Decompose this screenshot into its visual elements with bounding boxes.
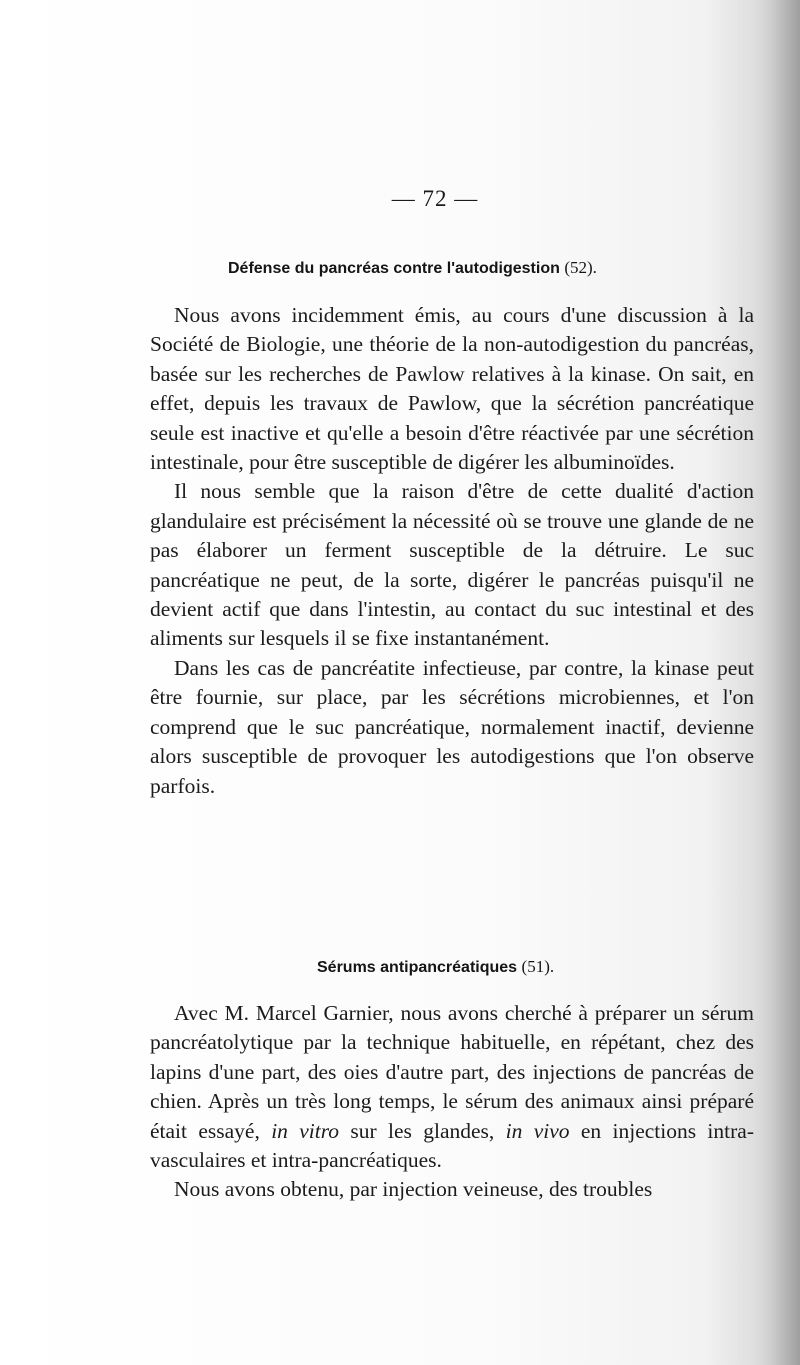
section-heading-text: Sérums antipancréatiques: [317, 959, 518, 976]
section-body-autodigestion: [150, 301, 754, 801]
paragraph: Nous avons obtenu, par injection veineuse, des troubles: [174, 1177, 653, 1202]
section-heading-serums: [317, 957, 554, 977]
section-heading-autodigestion: [228, 258, 597, 278]
text-run: sur les glandes,: [350, 1118, 495, 1143]
paragraph: Il nous semble que la raison d'être de cette dualité d'action glandulaire est précisément la nécessité où se trouve une glande de ne pas élaborer un ferment susceptible de la détruire. Le suc pancréatique ne peut, de la sorte, digérer le pancréas puisqu'il ne devient actif que dans l'intestin, au contact du suc intestinal et des aliments sur lesquels il se fixe instantanément.: [150, 479, 754, 651]
section-heading-text: Défense du pancréas contre l'autodigestion: [228, 260, 560, 277]
italic-term: in vivo: [505, 1118, 570, 1143]
section-reference: (52).: [564, 258, 597, 277]
section-reference: (51).: [521, 957, 555, 976]
text-run: Avec M. Marcel Garnier, nous avons cherché à préparer un sérum pancréatolytique par la technique habituelle, en répétant, chez des lapins d'une part, des oies d'autre part, des injections de pancréas de chien. Après un très long temps, le sérum des animaux ainsi préparé était essayé,: [150, 1001, 754, 1143]
paragraph: [150, 999, 754, 1175]
italic-term: in vitro: [271, 1118, 340, 1143]
text-run: en injections intra-vasculaires et intra-pancréatiques.: [150, 1118, 754, 1173]
page-edge-shadow: [754, 0, 800, 1365]
paragraph: Dans les cas de pancréatite infectieuse, par contre, la kinase peut être fournie, sur place, par les sécrétions microbiennes, et l'on comprend que le suc pancréatique, normalement inactif, devienne alors susceptible de provoquer les autodigestions que l'on observe parfois.: [150, 655, 754, 798]
section-body-serums: [150, 999, 754, 1205]
page-number: — 72 —: [391, 186, 479, 211]
paragraph: Nous avons incidemment émis, au cours d'une discussion à la Société de Biologie, une théorie de la non-autodigestion du pancréas, basée sur les recherches de Pawlow relatives à la kinase. On sait, en effet, depuis les travaux de Pawlow, que la sécrétion pancréatique seule est inactive et qu'elle a besoin d'être réactivée par une sécrétion intestinale, pour être susceptible de digérer les albuminoïdes.: [150, 303, 754, 475]
